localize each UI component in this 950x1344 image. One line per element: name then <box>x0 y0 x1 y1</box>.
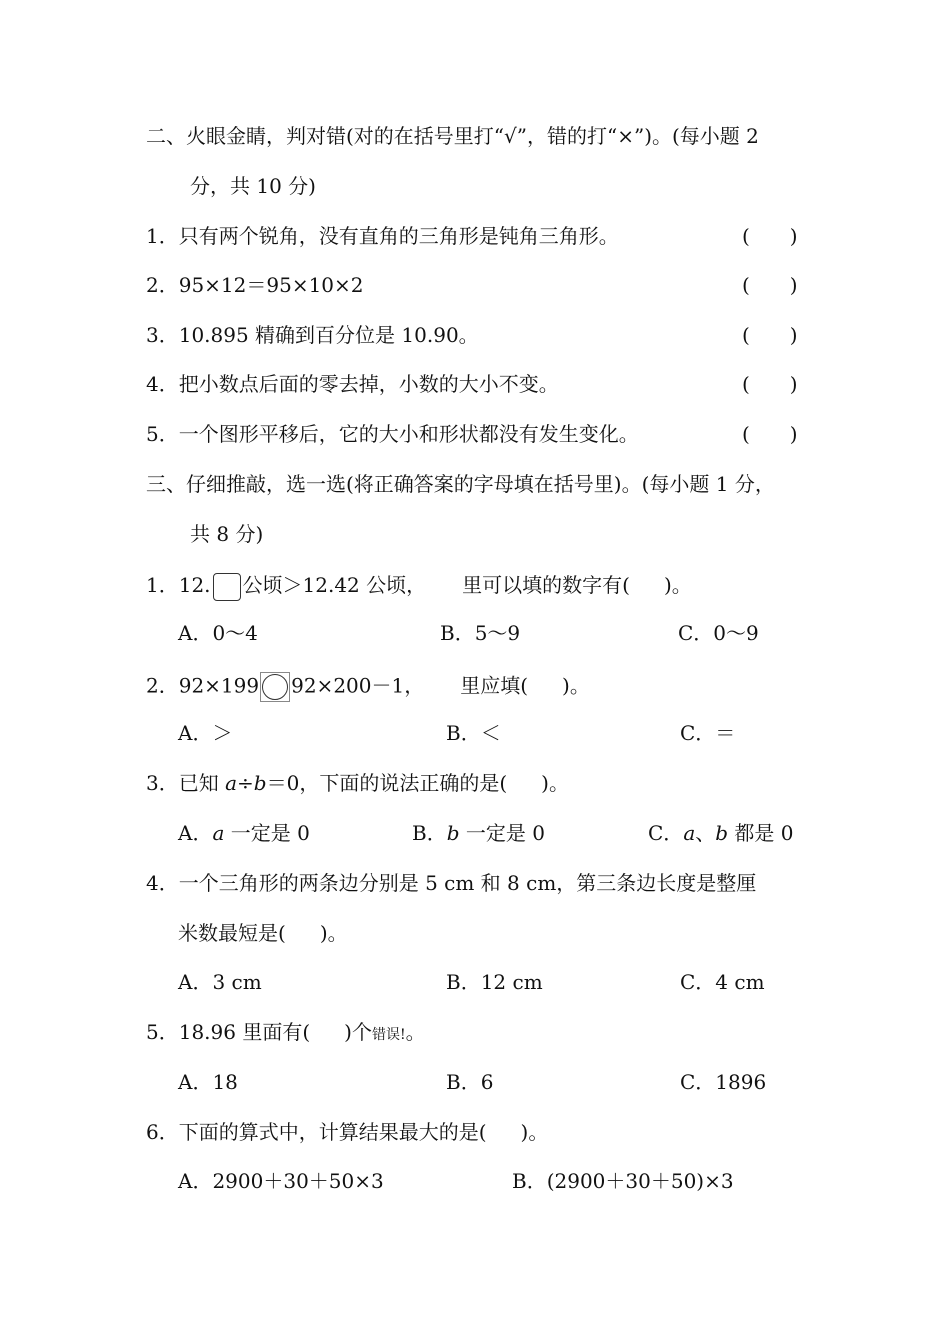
q3-text-b: ＝0，下面的说法正确的是( <box>266 771 508 795</box>
q5-error-text: 错误! <box>371 1027 406 1043</box>
q4-option-a[interactable]: A．3 cm <box>178 970 262 994</box>
q2-text-d: )。 <box>562 673 590 698</box>
q3-option-b-var: b <box>446 821 460 845</box>
q3-option-c-mid: 、 <box>695 821 716 845</box>
choice-q4-line2 <box>178 920 348 946</box>
choice-q2-stem <box>146 672 590 702</box>
section2-title-line1: 二、火眼金睛，判对错(对的在括号里打“√”，错的打“×”)。(每小题 2 <box>146 124 759 148</box>
q1-option-a[interactable]: A．0～4 <box>178 621 258 645</box>
q3-var-a: a <box>225 771 238 795</box>
judge-item-5-text: 5．一个图形平移后，它的大小和形状都没有发生变化。 <box>146 422 639 446</box>
q5-text-b: )个 <box>344 1020 372 1044</box>
choice-q4-line1: 4．一个三角形的两条边分别是 5 cm 和 8 cm，第三条边长度是整厘 <box>146 871 757 895</box>
q3-text-a: 3．已知 <box>146 771 226 795</box>
q3-option-b-suffix: 一定是 0 <box>459 821 545 845</box>
choice-q6-stem <box>146 1119 548 1145</box>
q2-option-c[interactable]: C．＝ <box>680 721 736 745</box>
q3-option-c-var1: a <box>683 821 696 845</box>
q3-op: ÷ <box>237 771 254 795</box>
choice-q3-stem <box>146 770 569 796</box>
q2-text-a: 2．92×199 <box>146 673 260 698</box>
square-box-icon <box>213 573 241 601</box>
q3-option-b-prefix: B． <box>412 821 447 845</box>
q3-option-a-var: a <box>212 821 225 845</box>
q5-option-a[interactable]: A．18 <box>178 1070 238 1094</box>
q3-option-b[interactable] <box>412 820 545 846</box>
q5-option-c[interactable]: C．1896 <box>680 1070 767 1094</box>
q3-option-a[interactable] <box>178 820 310 846</box>
q4-text-a: 米数最短是( <box>178 921 286 945</box>
q3-var-b: b <box>253 771 267 795</box>
q6-option-b[interactable]: B．(2900＋30＋50)×3 <box>512 1169 734 1193</box>
section3-title-line2: 共 8 分) <box>190 522 264 546</box>
judge-item-4-text: 4．把小数点后面的零去掉，小数的大小不变。 <box>146 372 559 396</box>
circle-box-icon <box>260 672 290 702</box>
q3-option-c-var2: b <box>715 821 729 845</box>
q3-option-a-suffix: 一定是 0 <box>224 821 310 845</box>
q5-option-b[interactable]: B．6 <box>446 1070 494 1094</box>
judge-item-1-answer[interactable]: ( ) <box>742 224 798 248</box>
judge-item-2-text: 2．95×12＝95×10×2 <box>146 273 364 297</box>
q6-text-b: )。 <box>520 1120 549 1144</box>
judge-item-2-answer[interactable]: ( ) <box>742 273 798 297</box>
q1-text-b: 公顷＞12.42 公顷， <box>242 573 427 597</box>
q2-text-c: 里应填( <box>460 673 529 698</box>
q2-option-a[interactable]: A．＞ <box>178 721 233 745</box>
q2-option-b[interactable]: B．＜ <box>446 721 501 745</box>
q6-text-a: 6．下面的算式中，计算结果最大的是( <box>146 1120 487 1144</box>
q1-text-d: )。 <box>663 573 692 597</box>
choice-q1-stem <box>146 572 692 601</box>
judge-item-3-text: 3．10.895 精确到百分位是 10.90。 <box>146 323 479 347</box>
q1-option-b[interactable]: B．5～9 <box>440 621 521 645</box>
q4-text-b: )。 <box>319 921 348 945</box>
q5-text-c: 。 <box>405 1020 426 1044</box>
q3-text-d: )。 <box>541 771 569 795</box>
judge-item-1-text: 1．只有两个锐角，没有直角的三角形是钝角三角形。 <box>146 224 619 248</box>
q4-option-b[interactable]: B．12 cm <box>446 970 543 994</box>
judge-item-5-answer[interactable]: ( ) <box>742 422 798 446</box>
judge-item-3-answer[interactable]: ( ) <box>742 323 798 347</box>
q3-option-c-prefix: C． <box>648 821 684 845</box>
q1-text-a: 1．12. <box>146 573 211 597</box>
q5-text-a: 5．18.96 里面有( <box>146 1020 311 1044</box>
judge-item-4-answer[interactable]: ( ) <box>742 372 798 396</box>
choice-q5-stem <box>146 1019 426 1048</box>
section2-title-line2: 分，共 10 分) <box>190 174 316 198</box>
q4-option-c[interactable]: C．4 cm <box>680 970 765 994</box>
q2-text-b: 92×200－1， <box>291 673 425 698</box>
q3-option-c[interactable] <box>648 820 794 846</box>
section3-title-line1: 三、仔细推敲，选一选(将正确答案的字母填在括号里)。(每小题 1 分， <box>146 472 775 496</box>
q1-text-c: 里可以填的数字有( <box>462 573 630 597</box>
q1-option-c[interactable]: C．0～9 <box>678 621 759 645</box>
q3-option-a-prefix: A． <box>178 821 213 845</box>
q6-option-a[interactable]: A．2900＋30＋50×3 <box>178 1169 384 1193</box>
q3-option-c-suffix: 都是 0 <box>728 821 794 845</box>
